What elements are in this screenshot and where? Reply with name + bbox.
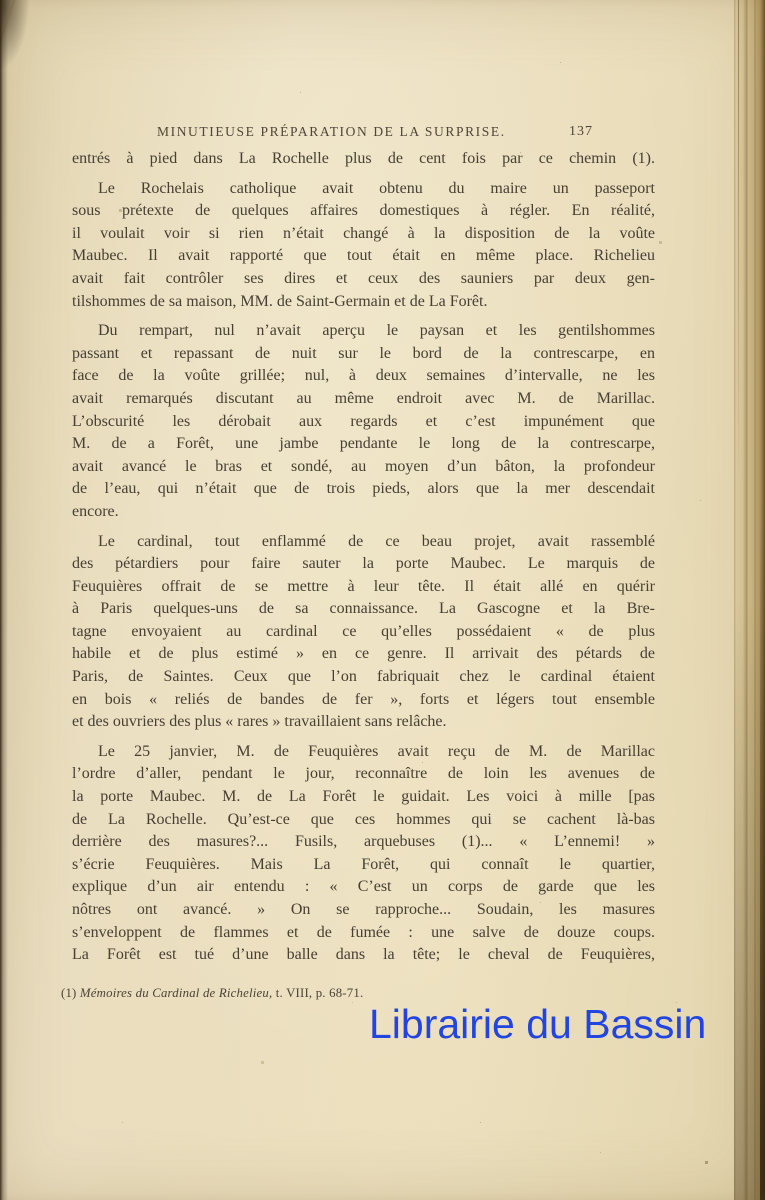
text-line: Paris, de Saintes. Ceux que l’on fabriquait chez le cardinal étaient xyxy=(72,668,655,686)
text-line: face de la voûte grillée; nul, à deux semaines d’intervalle, ne les xyxy=(72,367,655,385)
footnote-reference: t. VIII, p. 68-71. xyxy=(272,986,364,1000)
text-line: il voulait voir si rien n’était changé à la disposition de la voûte xyxy=(72,224,655,242)
footnote-work-title: Mémoires du Cardinal de Richelieu, xyxy=(79,986,273,1000)
text-line: M. de a Forêt, une jambe pendante le long de la contrescarpe, xyxy=(72,435,655,453)
text-line: Le cardinal, tout enflammé de ce beau projet, avait rassemblé xyxy=(98,532,655,550)
text-line: Feuquières offrait de se mettre à leur tête. Il était allé en quérir xyxy=(72,577,655,595)
text-line: à Paris quelques-uns de sa connaissance. La Gascogne et la Bre- xyxy=(72,600,655,618)
paragraph xyxy=(72,741,655,967)
paragraph xyxy=(72,531,655,734)
text-line: des pétardiers pour faire sauter la porte Maubec. Le marquis de xyxy=(72,555,655,573)
text-line: encore. xyxy=(72,502,119,520)
text-line: habile et de plus estimé » en ce genre. Il arrivait des pétards de xyxy=(72,645,655,663)
paper-specks xyxy=(0,0,1,1)
text-line: derrière des masures?... Fusils, arquebuses (1)... « L’ennemi! » xyxy=(72,833,655,851)
text-line: Le Rochelais catholique avait obtenu du maire un passeport xyxy=(98,179,655,197)
paragraph xyxy=(72,178,655,314)
text-line: s’enveloppent de flammes et de fumée : une salve de douze coups. xyxy=(72,923,655,941)
page-edge-stack xyxy=(734,0,765,1200)
text-line: s’écrie Feuquières. Mais La Forêt, qui connaît le quartier, xyxy=(72,855,655,873)
text-line: Du rempart, nul n’avait aperçu le paysan et les gentilshommes xyxy=(98,322,655,340)
page-left-edge-shadow xyxy=(0,0,8,1200)
text-line: Maubec. Il avait rapporté que tout était en même place. Richelieu xyxy=(72,247,655,265)
footnote-marker: (1) xyxy=(61,986,80,1000)
text-line: avait avancé le bras et sondé, au moyen d’un bâton, la profondeur xyxy=(72,457,655,475)
text-line: l’ordre d’aller, pendant le jour, reconnaître de loin les avenues de xyxy=(72,765,655,783)
text-line: nôtres ont avancé. » On se rapproche... Soudain, les masures xyxy=(72,901,655,918)
text-line: explique d’un air entendu : « C’est un corps de garde que les xyxy=(72,878,655,896)
text-line: Le 25 janvier, M. de Feuquières avait reçu de M. de Marillac xyxy=(98,742,655,760)
text-line: tilshommes de sa maison, MM. de Saint-Germain et de La Forêt. xyxy=(72,292,488,310)
text-line: la porte Maubec. M. de La Forêt le guidait. Les voici à mille [pas xyxy=(72,788,655,806)
text-line: et des ouvriers des plus « rares » travaillaient sans relâche. xyxy=(72,713,447,731)
page-number: 137 xyxy=(569,124,593,139)
running-header: MINUTIEUSE PRÉPARATION DE LA SURPRISE. xyxy=(157,124,506,139)
text-line: en bois « reliés de bandes de fer », forts et légers tout ensemble xyxy=(72,690,655,708)
paragraph xyxy=(72,320,655,523)
text-line: entrés à pied dans La Rochelle plus de cent fois par ce chemin (1). xyxy=(72,150,655,167)
text-line: sous prétexte de quelques affaires domestiques à régler. En réalité, xyxy=(72,202,655,220)
text-line: passant et repassant de nuit sur le bord de la contrescarpe, en xyxy=(72,344,655,362)
text-line: de l’eau, qui n’était que de trois pieds, alors que la mer descendait xyxy=(72,480,655,498)
text-line: L’obscurité les dérobait aux regards et c’est impunément que xyxy=(72,412,655,430)
watermark: Librairie du Bassin xyxy=(369,1001,707,1047)
text-line: de La Rochelle. Qu’est-ce que ces hommes qui se cachent là-bas xyxy=(72,810,655,828)
text-line: avait remarqués discutant au même endroit avec M. de Marillac. xyxy=(72,389,655,407)
paragraph xyxy=(72,148,655,171)
text-line: tagne envoyaient au cardinal ce qu’elles possédaient « de plus xyxy=(72,622,655,640)
footnote xyxy=(61,986,621,1001)
text-line: La Forêt est tué d’une balle dans la tête; le cheval de Feuquières, xyxy=(72,946,655,964)
text-line: avait fait contrôler ses dires et ceux des sauniers par deux gen- xyxy=(72,269,655,287)
body-text xyxy=(72,148,655,967)
